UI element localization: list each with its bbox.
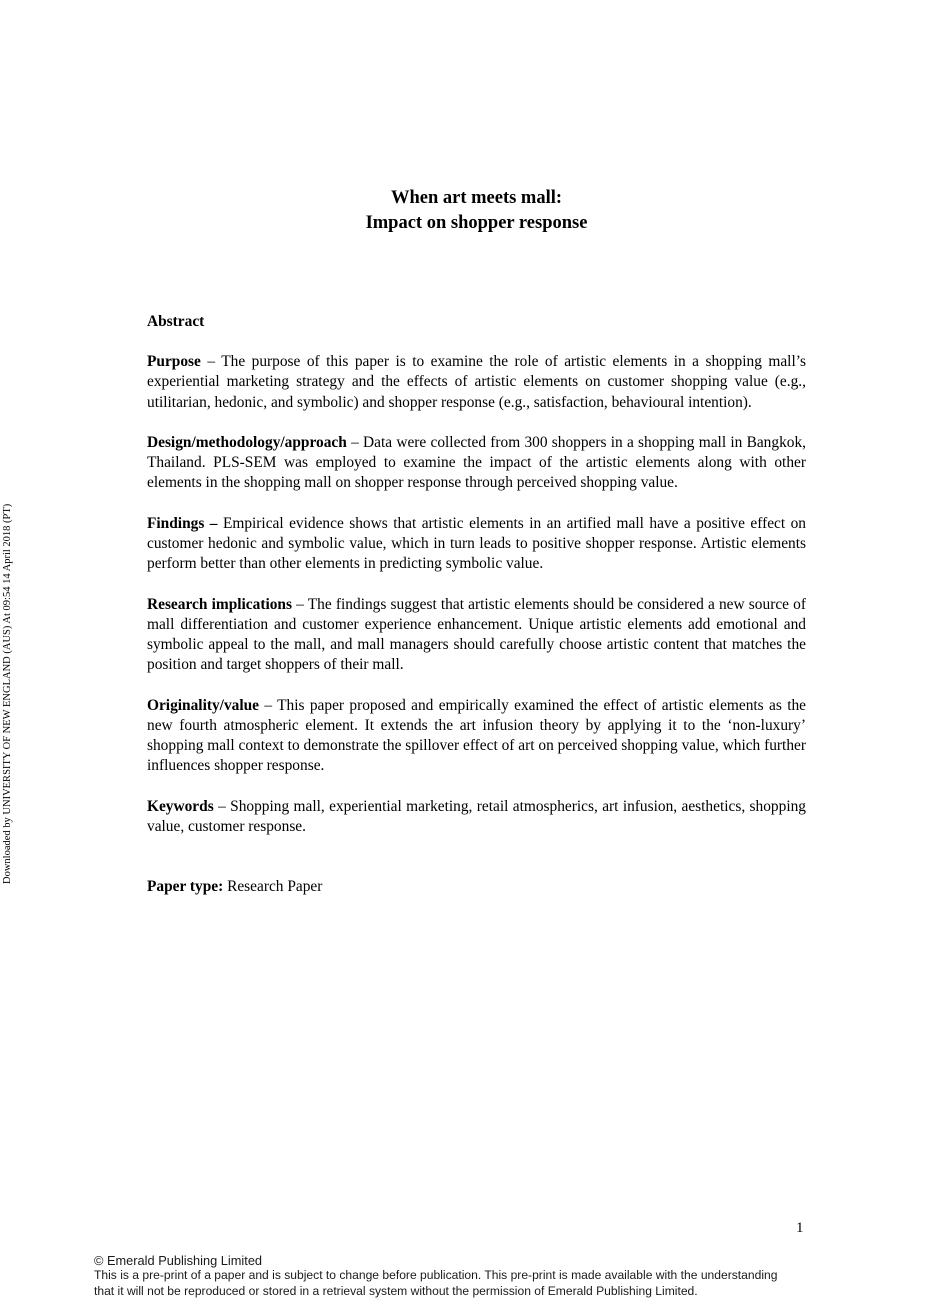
paper-title bbox=[0, 186, 925, 236]
abstract-originality bbox=[147, 696, 806, 777]
section-text: – This paper proposed and empirically examined the effect of artistic elements as the new fourth atmospheric element. It extends the art infusion theory by applying it to the ‘non-luxury’ shopping mall context to demonstrate the spillover effect of art on perceived shopping value, which further influences shopper response. bbox=[147, 696, 806, 775]
paper-title-line1: When art meets mall: bbox=[390, 188, 563, 208]
paper-title-line2: Impact on shopper response bbox=[365, 213, 588, 233]
page-number: 1 bbox=[796, 1220, 804, 1236]
abstract-heading: Abstract bbox=[147, 313, 205, 330]
abstract-research-implications bbox=[147, 595, 806, 676]
copyright-notice: © Emerald Publishing Limited bbox=[94, 1253, 263, 1268]
abstract-findings bbox=[147, 514, 806, 575]
abstract-design-methodology bbox=[147, 433, 806, 494]
paper-type-value: Research Paper bbox=[223, 878, 323, 895]
section-label: Purpose bbox=[147, 353, 201, 371]
download-watermark: Downloaded by UNIVERSITY OF NEW ENGLAND (AUS) At 09:54 14 April 2018 (PT) bbox=[2, 503, 13, 884]
abstract-keywords bbox=[147, 797, 806, 837]
publisher-footer bbox=[94, 1253, 894, 1299]
section-label: Keywords bbox=[147, 797, 214, 815]
paper-type bbox=[147, 877, 806, 897]
abstract-purpose bbox=[147, 352, 806, 413]
section-label: Research implications bbox=[147, 595, 292, 613]
section-text: – The purpose of this paper is to examine the role of artistic elements in a shopping mall’s experiential marketing strategy and the effects of artistic elements on customer shopping value (e.g., utilitarian, hedonic, and symbolic) and shopper response (e.g., satisfaction, behavioural intention). bbox=[147, 353, 806, 411]
section-label: Design/methodology/approach bbox=[147, 434, 347, 451]
abstract-section bbox=[147, 312, 806, 917]
paper-type-label: Paper type: bbox=[147, 878, 224, 895]
section-label: Originality/value bbox=[147, 696, 260, 714]
section-text: – Shopping mall, experiential marketing, retail atmospherics, art infusion, aesthetics, shopping value, customer response. bbox=[147, 797, 806, 835]
preprint-notice-line1: This is a pre-print of a paper and is subject to change before publication. This pre-print is made available with the understanding bbox=[94, 1268, 778, 1283]
section-label: Findings – bbox=[147, 514, 218, 532]
preprint-notice-line2: that it will not be reproduced or stored in a retrieval system without the permission of Emerald Publishing Limited. bbox=[94, 1283, 698, 1298]
section-text: Empirical evidence shows that artistic elements in an artified mall have a positive effect on customer hedonic and symbolic value, which in turn leads to positive shopper response. Artistic elements perform better than other elements in predicting symbolic value. bbox=[147, 514, 806, 573]
section-text: – The findings suggest that artistic elements should be considered a new source of mall differentiation and customer experience enhancement. Unique artistic elements add emotional and symbolic appeal to the mall, and mall managers should carefully choose artistic content that matches the position and target shoppers of their mall. bbox=[147, 595, 806, 674]
section-text: – Data were collected from 300 shoppers in a shopping mall in Bangkok, Thailand. PLS-SEM was employed to examine the impact of the artistic elements along with other elements in the shopping mall on shopper response through perceived shopping value. bbox=[147, 434, 806, 492]
